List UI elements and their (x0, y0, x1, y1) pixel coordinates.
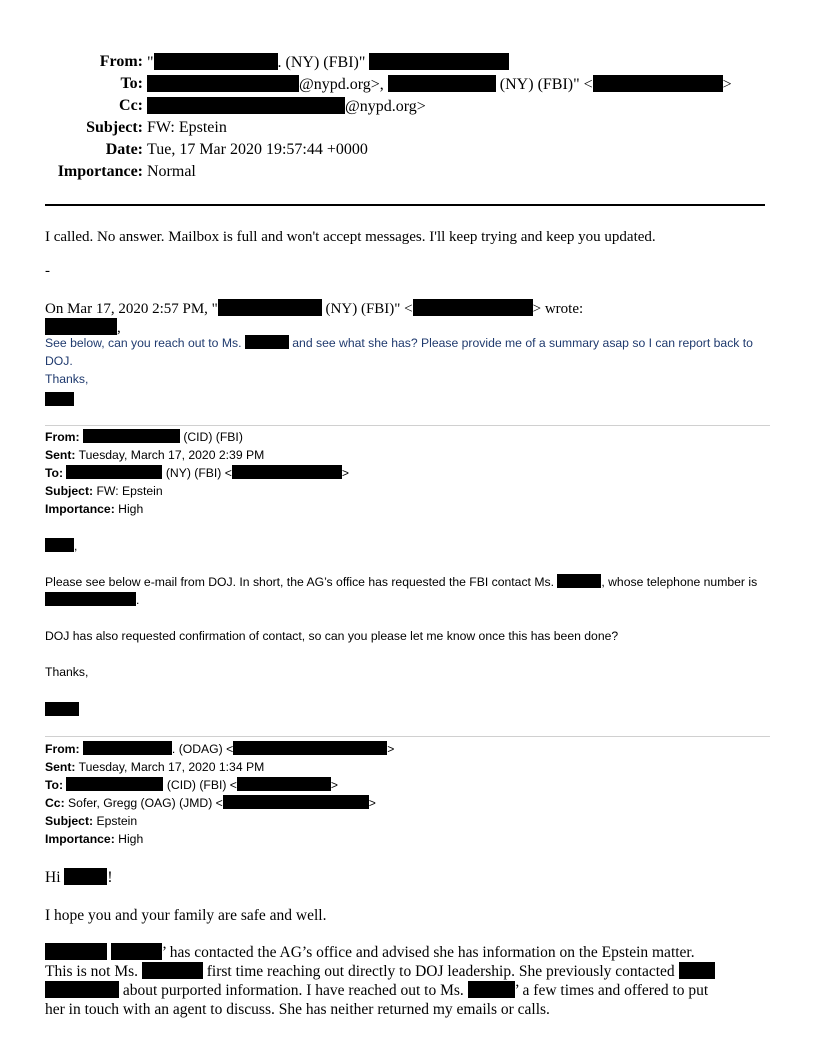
fwd2-subject (45, 812, 137, 830)
forward1-divider (45, 425, 770, 426)
redaction (245, 335, 289, 349)
quote-b: (NY) (FBI)" < (325, 301, 413, 317)
redaction (237, 777, 331, 791)
date-value: Tue, 17 Mar 2020 19:57:44 +0000 (147, 141, 368, 158)
redaction (45, 943, 107, 960)
fwd2-importance-value: High (118, 832, 144, 846)
redaction (83, 429, 180, 443)
subject-label: Subject: (86, 119, 143, 136)
fwd2-from-a: . (ODAG) < (171, 742, 234, 756)
redaction (45, 702, 79, 716)
redaction (45, 592, 136, 606)
importance-value: Normal (147, 163, 196, 180)
p2-c: first time reaching out directly to DOJ leadership. She previously contacted (206, 963, 675, 980)
fwd2-to-b: > (330, 778, 339, 792)
message1-thanks: Thanks, (45, 372, 89, 386)
fwd2-from-b: > (387, 742, 395, 756)
greeting-comma: , (117, 320, 121, 336)
fwd2-from (45, 740, 394, 758)
fwd1-paragraph-2: DOJ has also requested confirmation of contact, so can you please let me know once this has been done? (45, 629, 619, 643)
fwd1-subject-value: FW: Epstein (96, 484, 163, 498)
fwd1-thanks: Thanks, (45, 665, 89, 679)
fwd2-from-label: From: (45, 742, 80, 756)
redaction (45, 318, 117, 335)
fwd2-importance (45, 830, 143, 848)
redaction (142, 962, 203, 979)
fwd1-sent (45, 446, 264, 464)
subject-value: FW: Epstein (147, 119, 227, 136)
to-part-c: > (722, 76, 732, 93)
header-from-row (0, 53, 800, 73)
p2-line-1 (45, 943, 770, 962)
quote-c: > wrote: (532, 301, 584, 317)
msg1-b: and see what she has? Please provide me of a summary asap so I can report back to DOJ. (45, 336, 753, 368)
redaction (154, 53, 278, 70)
redaction (64, 868, 107, 885)
to-part-a: @nypd.org>, (299, 76, 384, 93)
fwd1-p1-a: Please see below e-mail from DOJ. In short, the AG’s office has requested the FBI contact Ms. (45, 575, 554, 589)
message1-body (45, 334, 770, 370)
fwd2-paragraph-2 (45, 943, 770, 1019)
redaction (232, 465, 342, 479)
p2-line-4: her in touch with an agent to discuss. She has neither returned my emails or calls. (45, 1001, 550, 1018)
fwd2-sent (45, 758, 264, 776)
p2-b: This is not Ms. (45, 963, 139, 980)
fwd1-importance-label: Importance: (45, 502, 115, 516)
redaction (147, 97, 345, 114)
fwd1-paragraph-1 (45, 573, 770, 609)
redaction (388, 75, 496, 92)
fwd2-cc-label: Cc: (45, 796, 65, 810)
message1-signature (45, 391, 74, 409)
p2-line-2 (45, 962, 770, 981)
quote-a: On Mar 17, 2020 2:57 PM, " (45, 301, 218, 317)
fwd1-subject (45, 482, 163, 500)
fwd1-to-label: To: (45, 466, 64, 480)
from-quote: " (147, 54, 154, 71)
redaction (369, 53, 509, 70)
redaction (66, 465, 162, 479)
redaction (45, 981, 119, 998)
p2-d: about purported information. I have reached out to Ms. (122, 982, 464, 999)
fwd2-hi-end: ! (107, 869, 113, 886)
from-suffix: . (NY) (FBI)" (277, 54, 366, 71)
redaction (111, 943, 162, 960)
to-part-b: (NY) (FBI)" < (499, 76, 593, 93)
fwd1-greeting-comma: , (74, 539, 78, 553)
fwd1-p1-b: , whose telephone number is (601, 575, 758, 589)
fwd1-sent-value: Tuesday, March 17, 2020 2:39 PM (78, 448, 265, 462)
header-cc-row (0, 97, 800, 117)
to-label: To: (120, 75, 143, 92)
fwd2-sent-value: Tuesday, March 17, 2020 1:34 PM (78, 760, 265, 774)
to-value (147, 75, 732, 94)
p2-e: ’ a few times and offered to put (514, 982, 709, 999)
fwd2-hi: Hi (45, 869, 61, 886)
cc-value (147, 97, 426, 116)
redaction (223, 795, 369, 809)
redaction (45, 392, 74, 406)
reply-dash: - (45, 263, 50, 279)
fwd2-sent-label: Sent: (45, 760, 76, 774)
header-importance-row (0, 163, 800, 183)
p2-a: ’ has contacted the AG’s office and advised she has information on the Epstein matter. (161, 944, 695, 961)
fwd2-to (45, 776, 338, 794)
importance-label: Importance: (57, 163, 143, 180)
redaction (593, 75, 723, 92)
date-label: Date: (105, 141, 143, 158)
fwd1-from (45, 428, 243, 446)
quote-header (45, 299, 583, 318)
redaction (218, 299, 322, 316)
redaction (679, 962, 715, 979)
p2-line-3 (45, 981, 770, 1000)
msg1-a: See below, can you reach out to Ms. (45, 336, 242, 350)
fwd1-from-value: (CID) (FBI) (183, 430, 243, 444)
redaction (45, 538, 74, 552)
fwd2-subject-value: Epstein (96, 814, 138, 828)
from-label: From: (99, 53, 143, 70)
redaction (66, 777, 163, 791)
fwd1-subject-label: Subject: (45, 484, 94, 498)
fwd1-to-b: > (341, 466, 349, 480)
forward2-divider (45, 736, 770, 737)
redaction (147, 75, 299, 92)
redaction (233, 741, 387, 755)
redaction (83, 741, 172, 755)
redaction (413, 299, 533, 316)
fwd1-to-a: (NY) (FBI) < (165, 466, 232, 480)
redaction (557, 574, 601, 588)
fwd1-sent-label: Sent: (45, 448, 76, 462)
header-divider (45, 204, 765, 206)
fwd2-paragraph-1: I hope you and your family are safe and well. (45, 907, 327, 924)
fwd2-cc (45, 794, 376, 812)
fwd2-subject-label: Subject: (45, 814, 94, 828)
redaction (468, 981, 515, 998)
fwd1-signature (45, 701, 79, 719)
fwd2-importance-label: Importance: (45, 832, 115, 846)
fwd1-p1-c: . (136, 593, 140, 607)
fwd2-cc-a: Sofer, Gregg (OAG) (JMD) < (68, 796, 223, 810)
fwd2-cc-b: > (368, 796, 376, 810)
fwd1-importance-value: High (118, 502, 144, 516)
header-subject-row (0, 119, 800, 139)
fwd1-to (45, 464, 349, 482)
fwd2-greeting (45, 868, 770, 887)
header-date-row (0, 141, 800, 161)
fwd1-greeting (45, 537, 77, 555)
fwd1-from-label: From: (45, 430, 80, 444)
cc-label: Cc: (119, 97, 143, 114)
reply-body: I called. No answer. Mailbox is full and won't accept messages. I'll keep trying and keep you updated. (45, 229, 656, 245)
header-to-row (0, 75, 800, 95)
from-value (147, 53, 509, 72)
fwd1-importance (45, 500, 143, 518)
fwd2-to-label: To: (45, 778, 64, 792)
fwd2-to-a: (CID) (FBI) < (166, 778, 237, 792)
cc-suffix: @nypd.org> (345, 98, 426, 115)
